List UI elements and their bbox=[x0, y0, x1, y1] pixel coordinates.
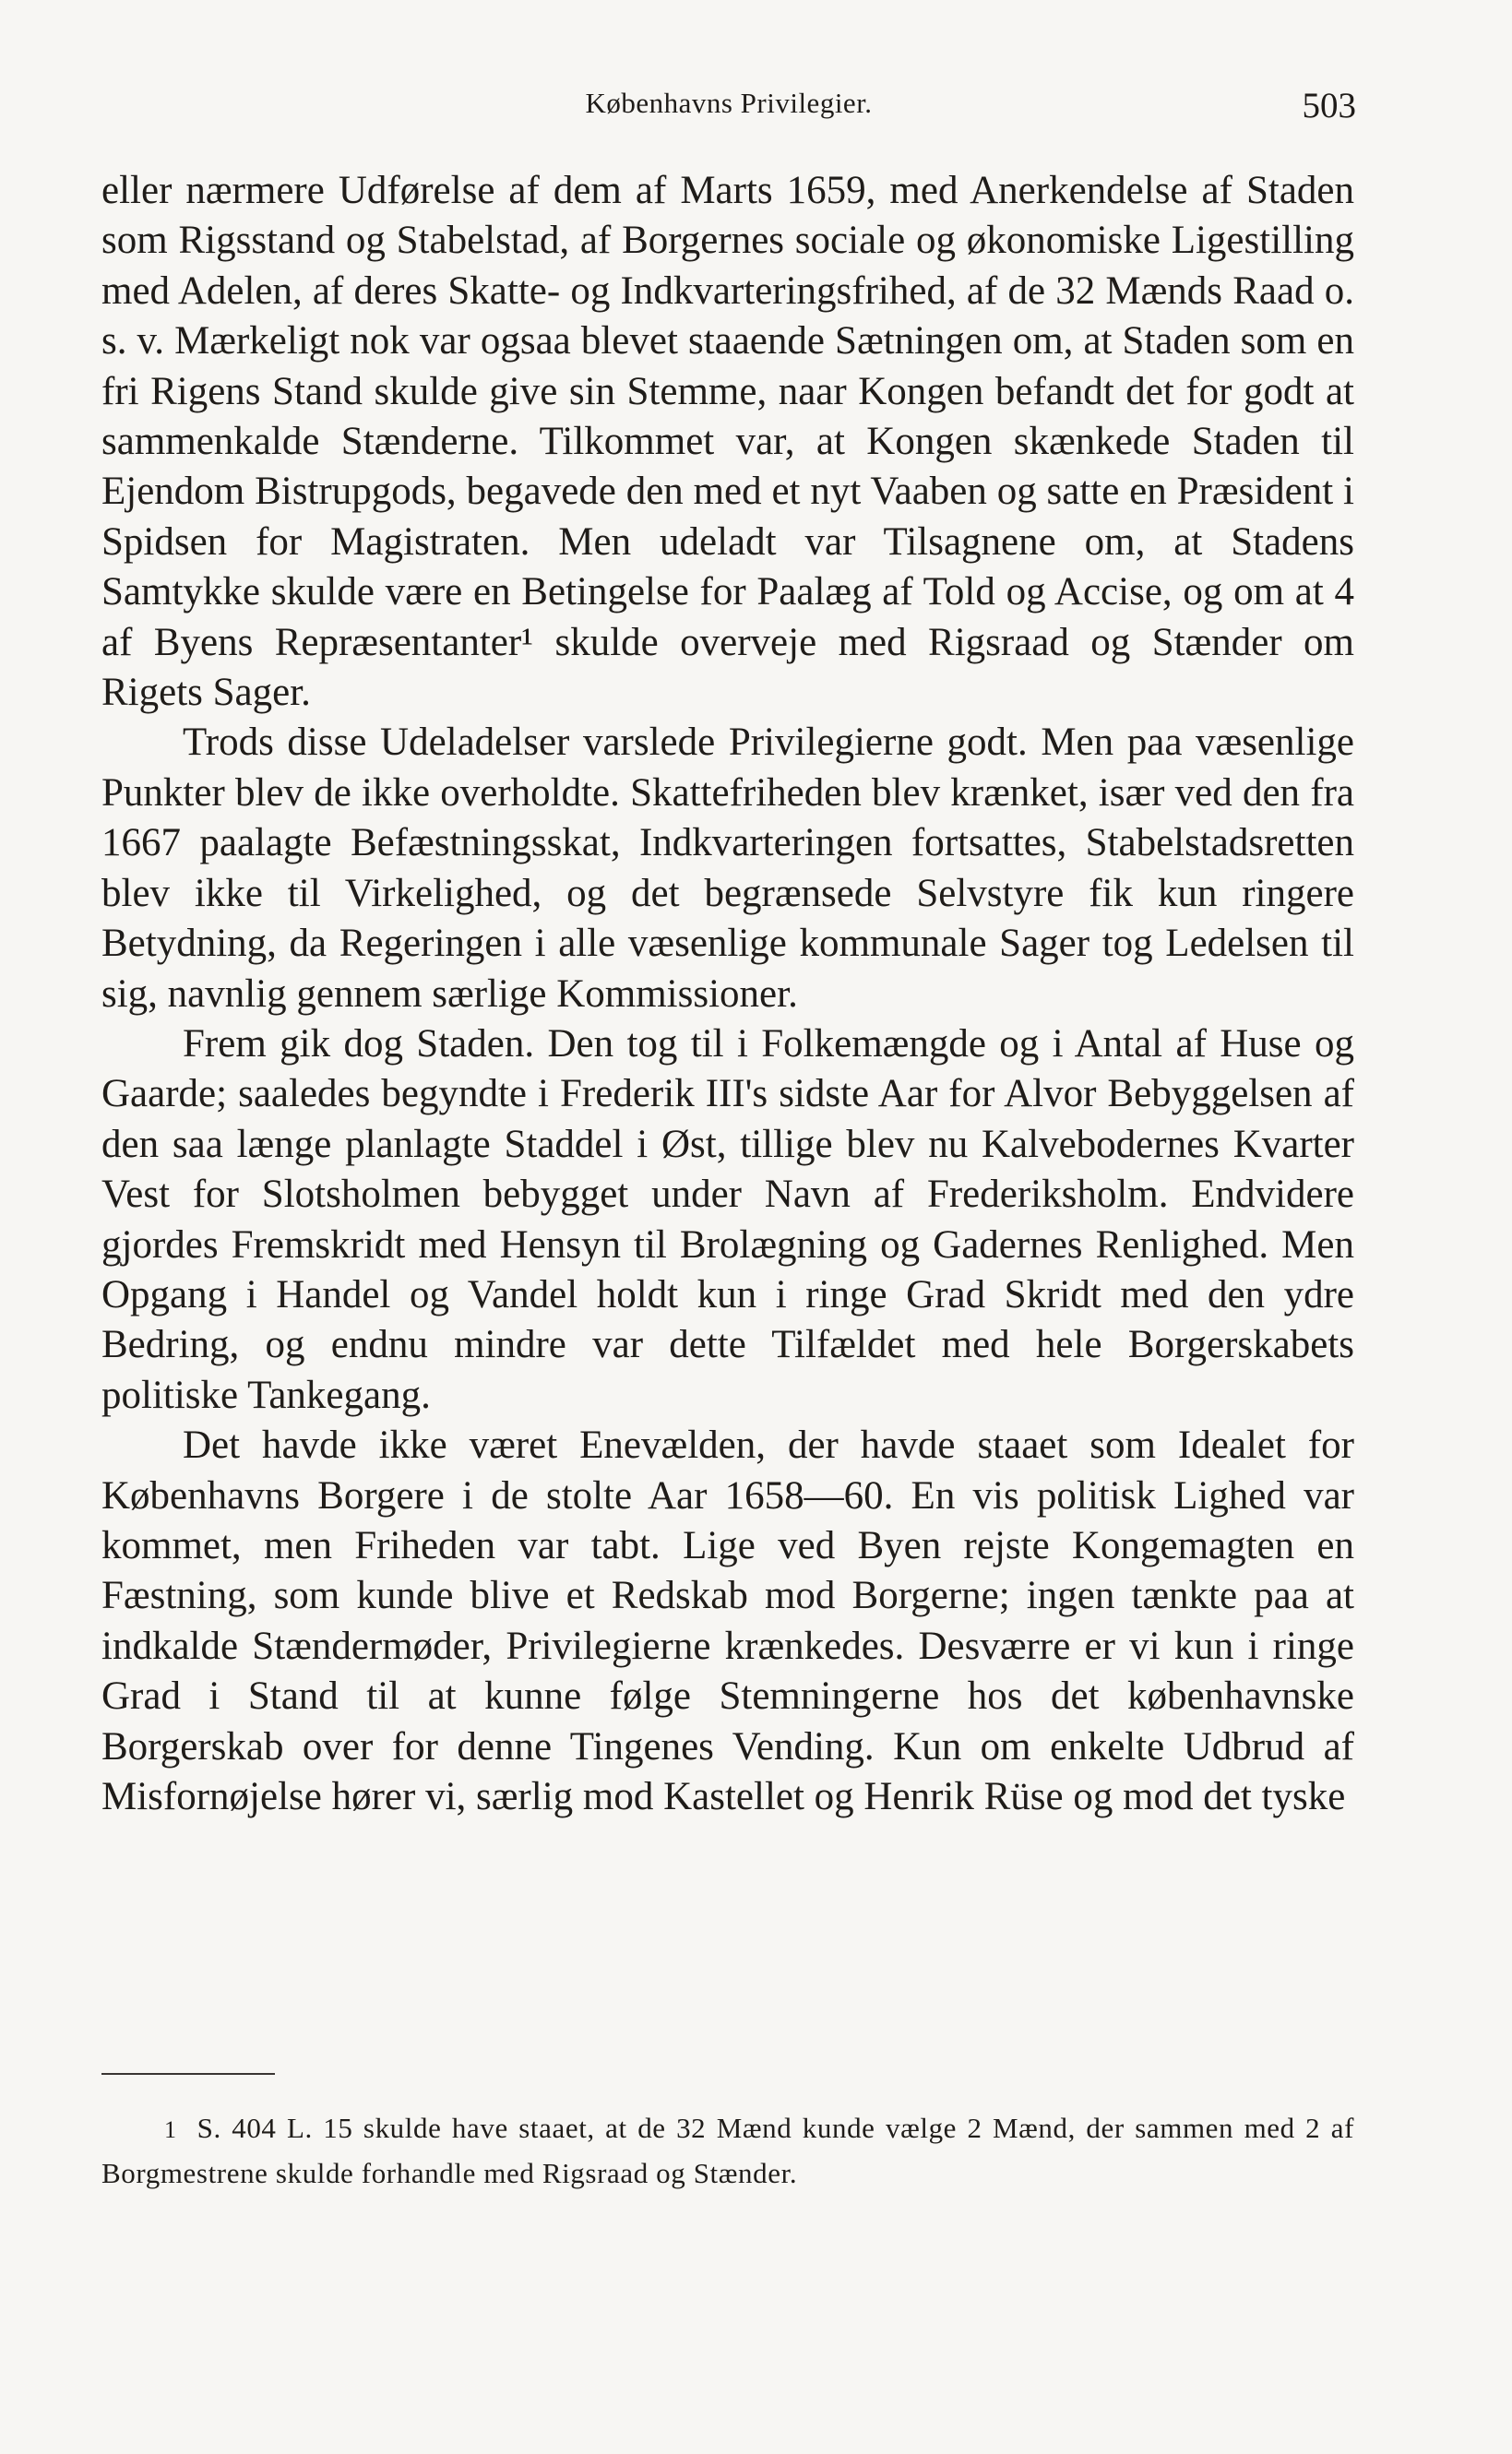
footnote-marker: 1 bbox=[164, 2116, 177, 2143]
body-text bbox=[101, 166, 1354, 1822]
footnote-separator bbox=[101, 2073, 275, 2075]
paragraph-3: Frem gik dog Staden. Den tog til i Folkemængde og i Antal af Huse og Gaarde; saaledes begyndte i Frederik III's sidste Aar for Alvor Bebyggelsen af den saa længe planlagte Staddel i Øst, tillige blev nu Kalvebodernes Kvarter Vest for Slotsholmen bebygget under Navn af Frederiksholm. Endvidere gjordes Fremskridt med Hensyn til Brolægning og Gadernes Renlighed. Men Opgang i Handel og Vandel holdt kun i ringe Grad Skridt med den ydre Bedring, og endnu mindre var dette Tilfældet med hele Borgerskabets politiske Tankegang. bbox=[101, 1021, 1354, 1417]
running-title: Københavns Privilegier. bbox=[585, 87, 873, 119]
footnote-text: S. 404 L. 15 skulde have staaet, at de 32 Mænd kunde vælge 2 Mænd, der sammen med 2 af Borgmestrene skulde forhandle med Rigsraad og Stænder. bbox=[101, 2112, 1354, 2189]
paragraph-2: Trods disse Udeladelser varslede Privilegierne godt. Men paa væsenlige Punkter blev de ikke overholdte. Skattefriheden blev krænket, især ved den fra 1667 paalagte Befæstningsskat, Indkvarteringen fortsattes, Stabelstadsretten blev ikke til Virkelighed, og det begrænsede Selvstyre fik kun ringere Betydning, da Regeringen i alle væsenlige kommunale Sager tog Ledelsen til sig, navnlig gennem særlige Kommissioner. bbox=[101, 721, 1354, 1016]
running-head bbox=[101, 81, 1356, 137]
paragraph-1: eller nærmere Udførelse af dem af Marts 1659, med Anerkendelse af Staden som Rigsstand og Stabelstad, af Borgernes sociale og økonomiske Ligestilling med Adelen, af deres Skatte- og Indkvarteringsfrihed, af de 32 Mænds Raad o. s. v. Mærkeligt nok var ogsaa blevet staaende Sætningen om, at Staden som en fri Rigens Stand skulde give sin Stemme, naar Kongen befandt det for godt at sammenkalde Stænderne. Tilkommet var, at Kongen skænkede Staden til Ejendom Bistrupgods, begavede den med et nyt Vaaben og satte en Præsident i Spidsen for Magistraten. Men udeladt var Tilsagnene om, at Stadens Samtykke skulde være en Betingelse for Paalæg af Told og Accise, og om at 4 af Byens Repræsentanter¹ skulde overveje med Rigsraad og Stænder om Rigets Sager. bbox=[101, 169, 1354, 715]
footnote bbox=[101, 2106, 1354, 2195]
paragraph-4: Det havde ikke været Enevælden, der havde staaet som Idealet for Københavns Borgere i de stolte Aar 1658—60. En vis politisk Lighed var kommet, men Friheden var tabt. Lige ved Byen rejste Kongemagten en Fæstning, som kunde blive et Redskab mod Borgerne; ingen tænkte paa at indkalde Stændermøder, Privilegierne krænkedes. Desværre er vi kun i ringe Grad i Stand til at kunne følge Stemningerne hos det københavnske Borgerskab over for denne Tingenes Vending. Kun om enkelte Udbrud af Misfornøjelse hører vi, særlig mod Kastellet og Henrik Rüse og mod det tyske bbox=[101, 1424, 1354, 1818]
page-number: 503 bbox=[1302, 86, 1356, 125]
